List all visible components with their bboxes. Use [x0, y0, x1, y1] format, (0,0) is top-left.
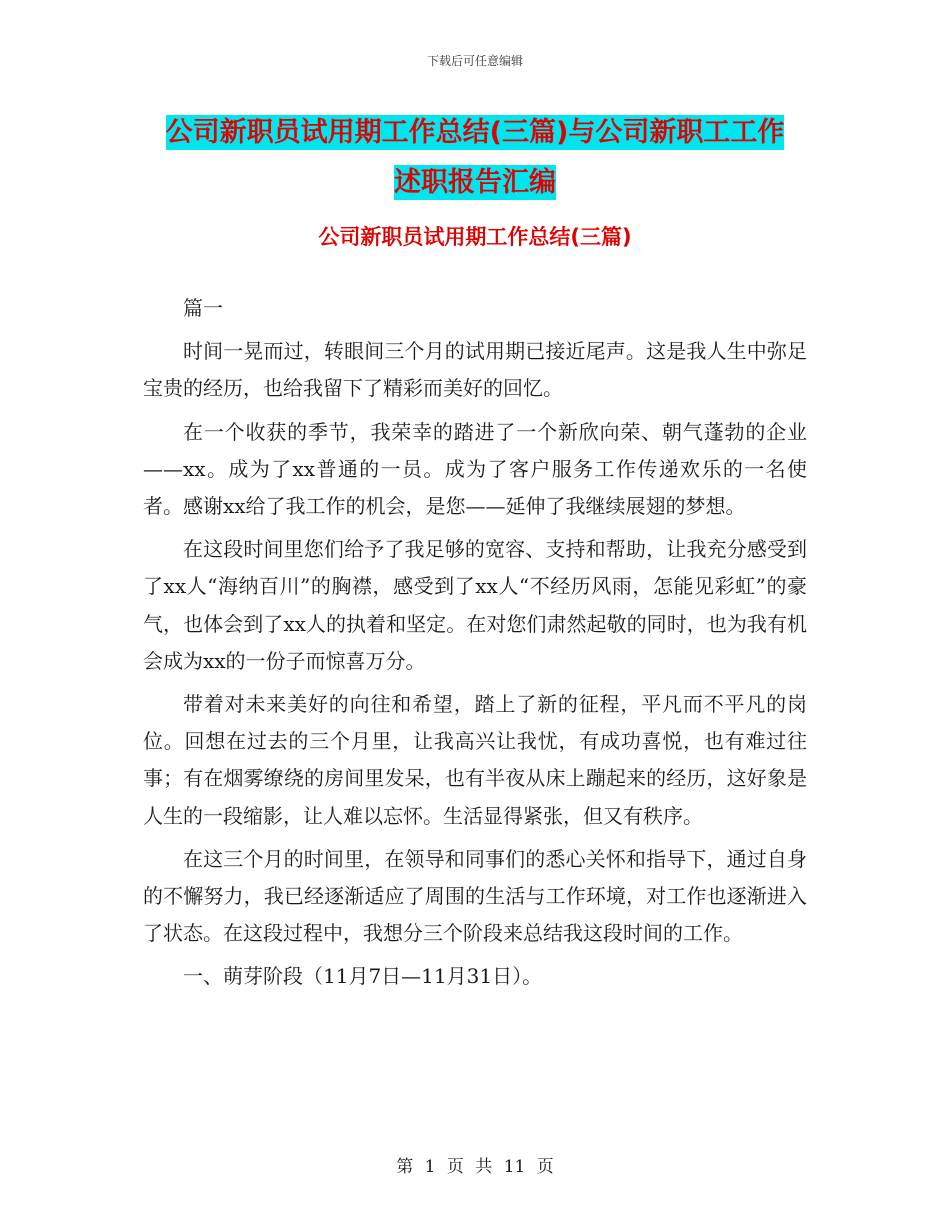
paragraph: 时间一晃而过，转眼间三个月的试用期已接近尾声。这是我人生中弥足宝贵的经历，也给我留下了精彩而美好的回忆。	[143, 339, 807, 401]
paragraph: 带着对未来美好的向往和希望，踏上了新的征程，平凡而不平凡的岗位。回想在过去的三个月里，让我高兴让我忧，有成功喜悦，也有难过往事；有在烟雾缭绕的房间里发呆，也有半夜从床上蹦起来的经历，这好象是人生的一段缩影，让人难以忘怀。生活显得紧张，但又有秩序。	[143, 692, 807, 828]
document-title	[0, 108, 950, 208]
paragraph: 在这三个月的时间里，在领导和同事们的悉心关怀和指导下，通过自身的不懈努力，我已经逐渐适应了周围的生活与工作环境，对工作也逐渐进入了状态。在这段过程中，我想分三个阶段来总结我这段时间的工作。	[143, 846, 807, 946]
header-note: 下载后可任意编辑	[426, 54, 523, 68]
paragraph: 一、萌芽阶段（11月7日—11月31日）。	[183, 964, 543, 989]
section-title: 公司新职员试用期工作总结(三篇)	[318, 225, 632, 249]
paragraph: 篇一	[183, 296, 223, 320]
document-title-line-1: 公司新职员试用期工作总结(三篇)与公司新职工工作	[165, 117, 785, 148]
page-footer: 第 1 页 共 11 页	[396, 1157, 554, 1177]
document-body	[143, 290, 807, 1002]
document-title-line-2: 述职报告汇编	[394, 167, 556, 198]
paragraph: 在一个收获的季节，我荣幸的踏进了一个新欣向荣、朝气蓬勃的企业——xx。成为了xx普通的一员。成为了客户服务工作传递欢乐的一名使者。感谢xx给了我工作的机会，是您——延伸了我继续展翅的梦想。	[143, 419, 807, 519]
paragraph: 在这段时间里您们给予了我足够的宽容、支持和帮助，让我充分感受到了xx人“海纳百川”的胸襟，感受到了xx人“不经历风雨，怎能见彩虹”的豪气，也体会到了xx人的执着和坚定。在对您们肃然起敬的同时，也为我有机会成为xx的一份子而惊喜万分。	[143, 537, 807, 673]
